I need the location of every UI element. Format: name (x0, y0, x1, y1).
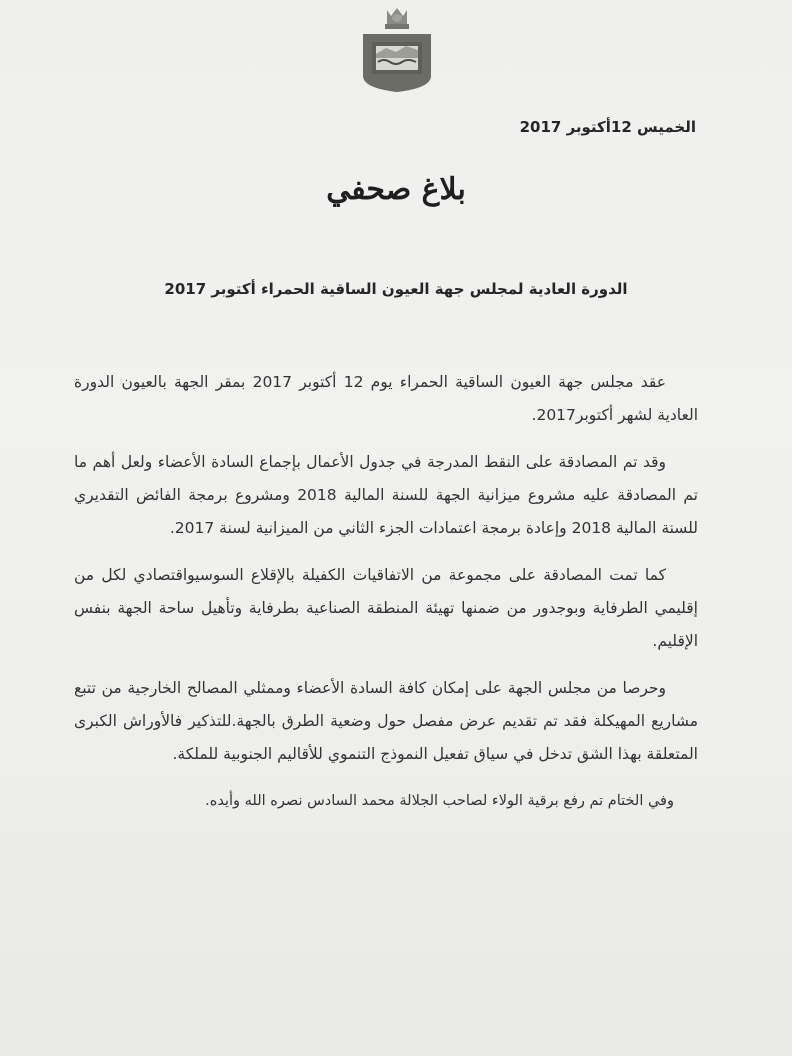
document-date: الخميس 12أكتوبر 2017 (519, 118, 696, 136)
paragraph: وقد تم المصادقة على النقط المدرجة في جدول الأعمال بإجماع السادة الأعضاء ولعل أهم ما تم المصادقة عليه مشروع ميزانية الجهة للسنة المالية 2018 ومشروع برمجة الفائض التقديري للسنة المالية 2018 وإعادة برمجة اعتمادات الجزء الثاني من الميزانية لسنة 2017. (74, 453, 698, 537)
coat-of-arms-crest-icon (360, 6, 434, 94)
paragraph: وحرصا من مجلس الجهة على إمكان كافة السادة الأعضاء وممثلي المصالح الخارجية من تتبع مشاريع المهيكلة فقد تم تقديم عرض مفصل حول وضعية الطرق بالجهة.للتذكير فالأوراش الكبرى المتعلقة بهذا الشق تدخل في سياق تفعيل النموذج التنموي للأقاليم الجنوبية للملكة. (74, 679, 698, 763)
document-body (74, 366, 698, 832)
document-title: بلاغ صحفي (326, 172, 466, 207)
closing-paragraph: وفي الختام تم رفع برقية الولاء لصاحب الجلالة محمد السادس نصره الله وأيده. (205, 793, 674, 809)
paragraph: كما تمت المصادقة على مجموعة من الاتفاقيات الكفيلة بالإقلاع السوسيواقتصادي لكل من إقليمي الطرفاية وبوجدور من ضمنها تهيئة المنطقة الصناعية بطرفاية وتأهيل ساحة الجهة بنفس الإقليم. (74, 566, 698, 650)
document-subtitle: الدورة العادية لمجلس جهة العيون الساقية الحمراء أكتوبر 2017 (164, 280, 628, 298)
paragraph: عقد مجلس جهة العيون الساقية الحمراء يوم 12 أكتوبر 2017 بمقر الجهة بالعيون الدورة العادية لشهر أكتوبر2017. (74, 373, 698, 424)
